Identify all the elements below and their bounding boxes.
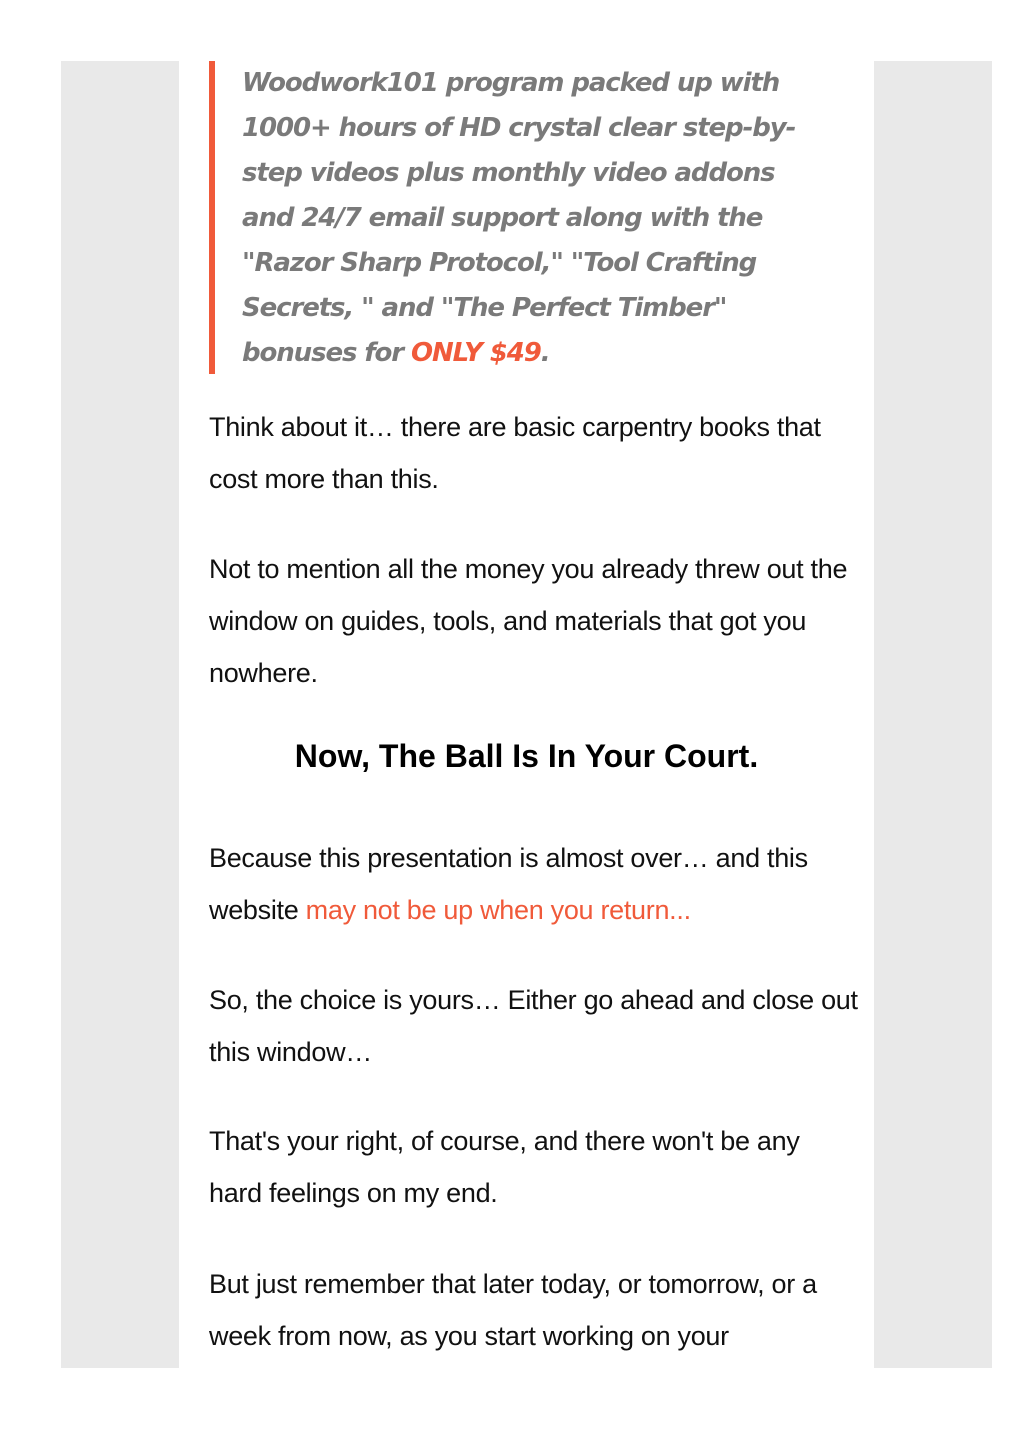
offer-quote-text: Woodwork101 program packed up with 1000+ hours of HD crystal clear step-by-step videos plus monthly video addons and 24/7 email support along with the "Razor Sharp Protocol," "Tool Crafting Secrets, " and "The Perfect Timber" bonuses for ONLY $49. [242, 68, 796, 368]
website-warning-text: may not be up when you return... [305, 895, 691, 925]
paragraph-choice: So, the choice is yours… Either go ahead and close out this window… [209, 985, 858, 1067]
right-margin-panel [874, 61, 992, 1368]
offer-blockquote [209, 61, 829, 374]
paragraph-your-right: That's your right, of course, and there won't be any hard feelings on my end. [209, 1126, 800, 1208]
section-heading: Now, The Ball Is In Your Court. [294, 738, 759, 774]
paragraph-remember: But just remember that later today, or tomorrow, or a week from now, as you start working on your [209, 1269, 817, 1351]
paragraph-books-cost: Think about it… there are basic carpentry books that cost more than this. [209, 412, 821, 494]
paragraph-presentation-over: Because this presentation is almost over… and this website may not be up when you return... [209, 843, 808, 925]
article-content [179, 61, 874, 1368]
paragraph-money-wasted: Not to mention all the money you already threw out the window on guides, tools, and materials that got you nowhere. [209, 554, 848, 688]
left-margin-panel [61, 61, 179, 1368]
offer-price: ONLY $49 [410, 338, 541, 368]
